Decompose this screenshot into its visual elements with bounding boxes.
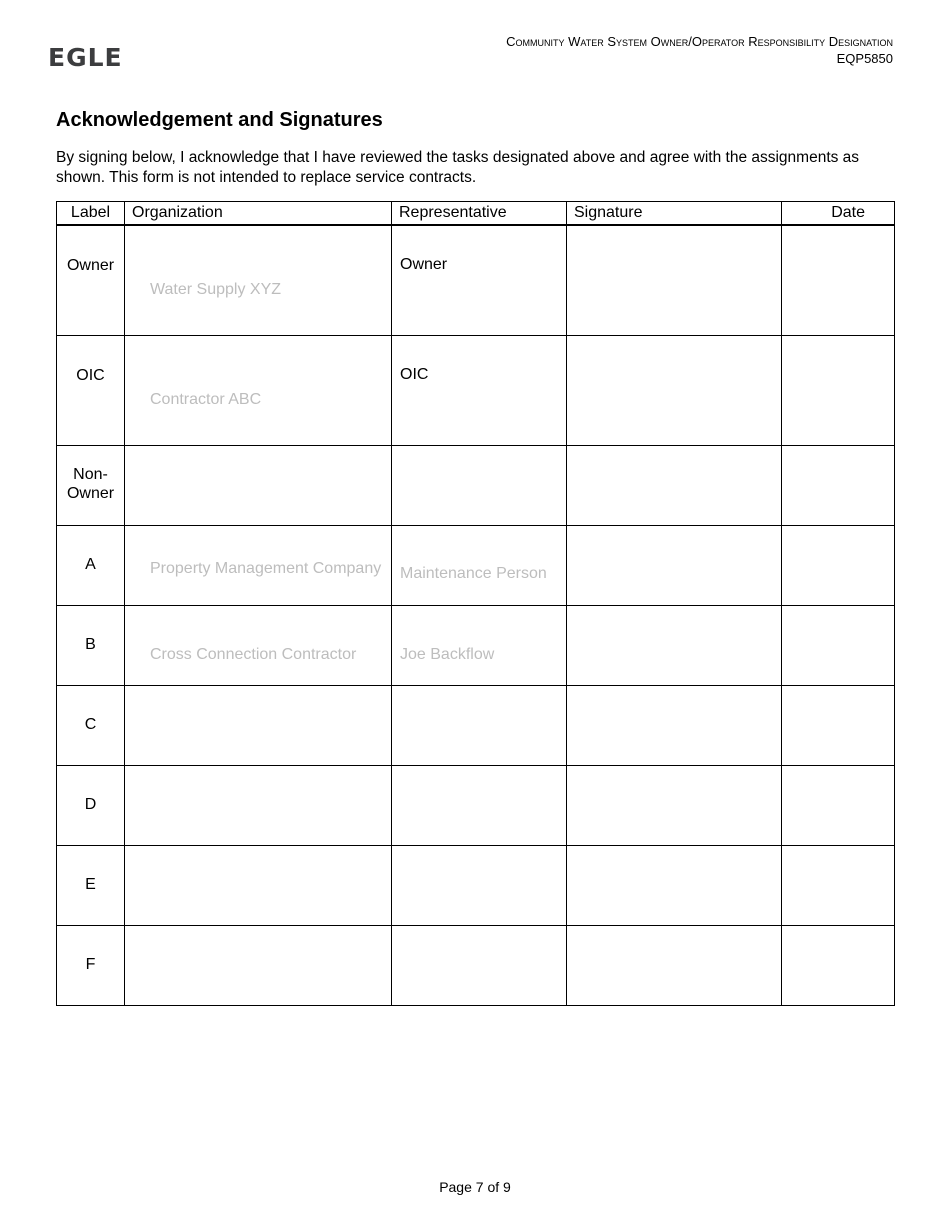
- section-title: Acknowledgement and Signatures: [56, 109, 383, 131]
- table-row: [57, 336, 895, 446]
- date-field[interactable]: [782, 336, 895, 446]
- date-field[interactable]: [782, 225, 895, 336]
- organization-field[interactable]: [125, 846, 392, 926]
- signature-field[interactable]: [567, 336, 782, 446]
- representative-value: OIC: [400, 366, 429, 383]
- page-number: Page 7 of 9: [439, 1179, 511, 1195]
- table-row: [57, 686, 895, 766]
- column-header-date: Date: [782, 202, 895, 226]
- representative-field[interactable]: [392, 606, 567, 686]
- representative-field[interactable]: [392, 225, 567, 336]
- intro-text: By signing below, I acknowledge that I have reviewed the tasks designated above and agree with the assignments as shown. This form is not intended to replace service contracts.: [56, 149, 860, 186]
- row-label: E: [57, 846, 125, 926]
- table-header-row: [57, 202, 895, 226]
- row-label: F: [57, 926, 125, 1006]
- organization-placeholder: Contractor ABC: [150, 391, 262, 408]
- egle-logo: EGLE: [48, 43, 123, 72]
- signature-field[interactable]: [567, 225, 782, 336]
- organization-field[interactable]: [125, 606, 392, 686]
- table-row: [57, 926, 895, 1006]
- organization-field[interactable]: [125, 766, 392, 846]
- representative-field[interactable]: [392, 526, 567, 606]
- organization-field[interactable]: [125, 446, 392, 526]
- signature-field[interactable]: [567, 446, 782, 526]
- row-label: OIC: [57, 336, 125, 446]
- organization-field[interactable]: [125, 225, 392, 336]
- organization-placeholder: Cross Connection Contractor: [150, 646, 357, 663]
- date-field[interactable]: [782, 686, 895, 766]
- date-field[interactable]: [782, 926, 895, 1006]
- column-header-representative: Representative: [392, 202, 567, 226]
- signature-field[interactable]: [567, 766, 782, 846]
- row-label: C: [57, 686, 125, 766]
- form-title: Community Water System Owner/Operator Responsibility Designation: [506, 34, 893, 49]
- signature-table: [56, 201, 895, 1006]
- representative-placeholder: Maintenance Person: [400, 565, 547, 582]
- date-field[interactable]: [782, 766, 895, 846]
- signature-field[interactable]: [567, 686, 782, 766]
- row-label: Owner: [57, 225, 125, 336]
- signature-field[interactable]: [567, 926, 782, 1006]
- date-field[interactable]: [782, 846, 895, 926]
- representative-field[interactable]: [392, 446, 567, 526]
- organization-field[interactable]: [125, 926, 392, 1006]
- date-field[interactable]: [782, 606, 895, 686]
- signature-field[interactable]: [567, 606, 782, 686]
- date-field[interactable]: [782, 526, 895, 606]
- representative-value: Owner: [400, 256, 448, 273]
- table-row: [57, 526, 895, 606]
- organization-field[interactable]: [125, 526, 392, 606]
- column-header-signature: Signature: [567, 202, 782, 226]
- organization-field[interactable]: [125, 686, 392, 766]
- date-field[interactable]: [782, 446, 895, 526]
- representative-placeholder: Joe Backflow: [400, 646, 495, 663]
- column-header-label: Label: [57, 202, 125, 226]
- signature-field[interactable]: [567, 846, 782, 926]
- column-header-organization: Organization: [125, 202, 392, 226]
- representative-field[interactable]: [392, 846, 567, 926]
- table-row: [57, 766, 895, 846]
- row-label: A: [57, 526, 125, 606]
- representative-field[interactable]: [392, 686, 567, 766]
- table-row: [57, 846, 895, 926]
- row-label: Non-Owner: [57, 446, 125, 526]
- table-row: [57, 225, 895, 336]
- form-code: EQP5850: [836, 51, 893, 66]
- row-label: D: [57, 766, 125, 846]
- representative-field[interactable]: [392, 766, 567, 846]
- representative-field[interactable]: [392, 336, 567, 446]
- organization-placeholder: Water Supply XYZ: [150, 281, 282, 298]
- signature-field[interactable]: [567, 526, 782, 606]
- organization-field[interactable]: [125, 336, 392, 446]
- organization-placeholder: Property Management Company: [150, 560, 382, 577]
- table-row: [57, 446, 895, 526]
- row-label: B: [57, 606, 125, 686]
- representative-field[interactable]: [392, 926, 567, 1006]
- table-row: [57, 606, 895, 686]
